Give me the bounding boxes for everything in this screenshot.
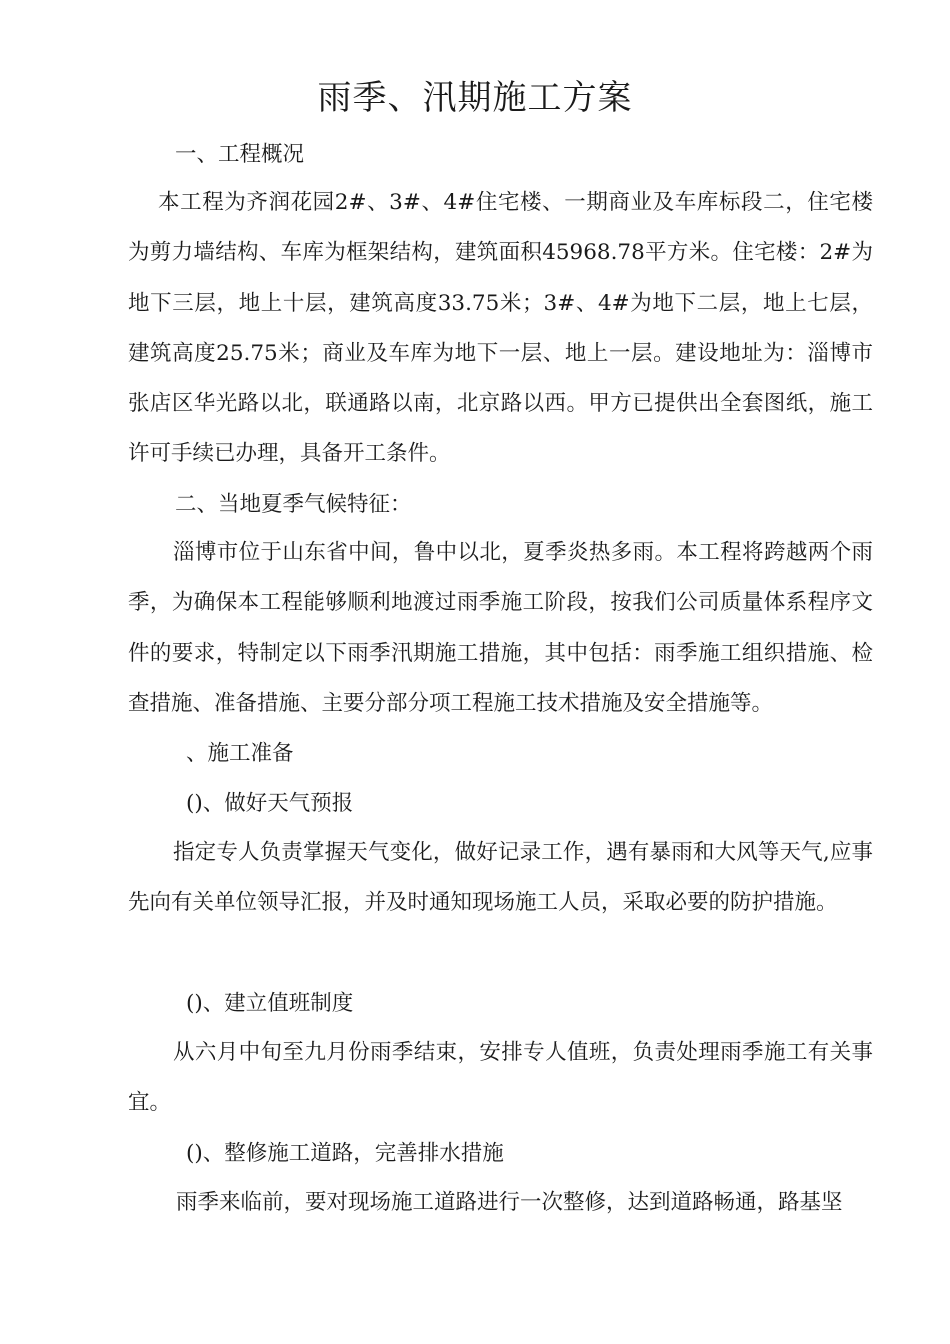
paragraph-duty-system: 从六月中旬至九月份雨季结束，安排专人值班，负责处理雨季施工有关事宜。 [128,1040,873,1116]
section-heading-overview: 一、工程概况 [175,142,305,167]
paragraph-weather-forecast: 指定专人负责掌握天气变化，做好记录工作，遇有暴雨和大风等天气,应事先向有关单位领导汇报，并及时通知现场施工人员，采取必要的防护措施。 [128,840,873,916]
subheading-road-drainage: ()、整修施工道路，完善排水措施 [186,1141,504,1166]
subheading-duty-system: ()、建立值班制度 [186,991,354,1016]
document-title: 雨季、汛期施工方案 [317,78,633,118]
paragraph-overview: 本工程为齐润花园2#、3#、4#住宅楼、一期商业及车库标段二，住宅楼为剪力墙结构、车库为框架结构，建筑面积45968.78平方米。住宅楼：2#为地下三层，地上十层，建筑高度33.75米；3#、4#为地下二层，地上七层，建筑高度25.75米；商业及车库为地下一层、地上一层。建设地址为：淄博市张店区华光路以北，联通路以南，北京路以西。甲方已提供出全套图纸，施工许可手续已办理，具备开工条件。 [128,190,873,467]
paragraph-climate: 淄博市位于山东省中间，鲁中以北，夏季炎热多雨。本工程将跨越两个雨季，为确保本工程能够顺利地渡过雨季施工阶段，按我们公司质量体系程序文件的要求，特制定以下雨季汛期施工措施，其中包括：雨季施工组织措施、检查措施、准备措施、主要分部分项工程施工技术措施及安全措施等。 [128,540,873,716]
subheading-weather-forecast: ()、做好天气预报 [186,791,354,816]
section-heading-climate: 二、当地夏季气候特征： [175,492,412,517]
section-heading-preparation: 、施工准备 [186,741,294,766]
paragraph-road-drainage: 雨季来临前，要对现场施工道路进行一次整修，达到道路畅通，路基坚 [176,1190,843,1215]
